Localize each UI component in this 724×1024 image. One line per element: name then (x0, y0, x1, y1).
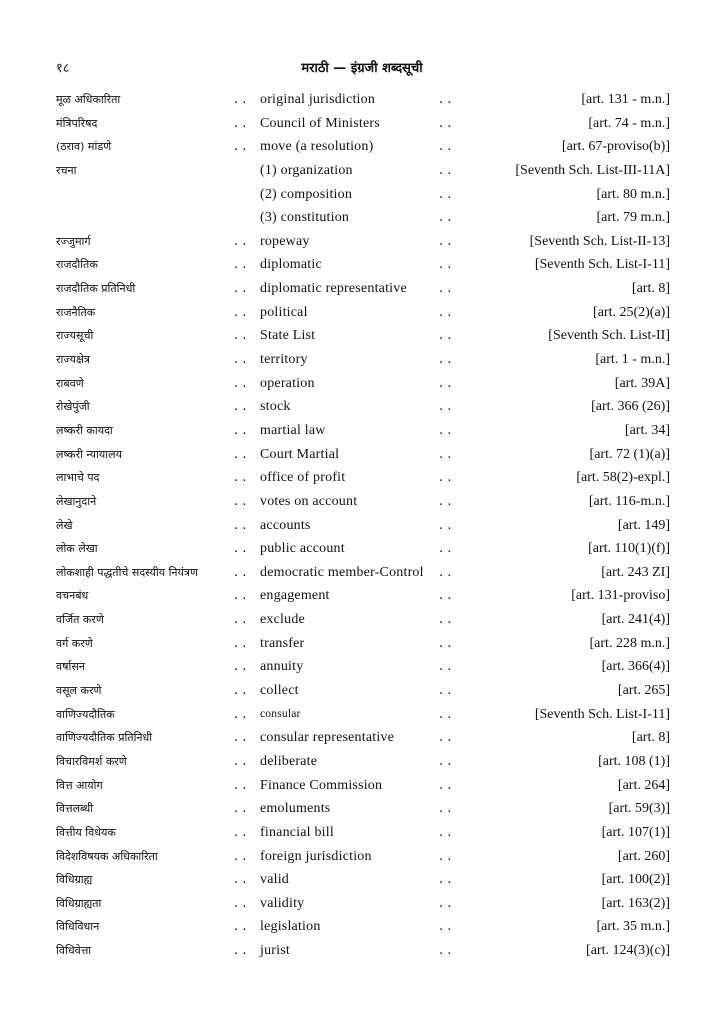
glossary-entry (56, 821, 670, 845)
leader-dots: . . (439, 541, 452, 557)
leader-dots: . . (439, 422, 452, 438)
marathi-term: विधिग्राह्यता (56, 896, 102, 910)
marathi-term: विदेशविषयक अधिकारिता (56, 849, 158, 863)
english-term: public account (260, 541, 345, 557)
leader-dots: . . (439, 139, 452, 155)
article-reference: [art. 265] (617, 683, 670, 699)
english-term: exclude (260, 612, 305, 628)
article-reference: [art. 35 m.n.] (596, 919, 670, 935)
glossary-entry (56, 443, 670, 467)
glossary-entry (56, 608, 670, 632)
english-term: collect (260, 683, 299, 699)
article-reference: [art. 59(3)] (608, 801, 670, 817)
marathi-term: राजदौतिक प्रतिनिधी (56, 282, 136, 296)
article-reference: [art. 228 m.n.] (589, 635, 670, 651)
leader-dots: . . (439, 186, 452, 202)
glossary-entry (56, 750, 670, 774)
leader-dots: . . (234, 564, 247, 580)
marathi-term: राज्यसूची (56, 329, 94, 343)
leader-dots: . . (439, 375, 452, 391)
glossary-entry (56, 372, 670, 396)
english-term: valid (260, 872, 289, 888)
marathi-term: लेखानुदाने (56, 494, 97, 508)
article-reference: [art. 8] (631, 730, 670, 746)
leader-dots: . . (439, 517, 452, 533)
page-title: मराठी — इंग्रजी शब्दसूची (301, 61, 423, 76)
leader-dots: . . (234, 777, 247, 793)
glossary-entry (56, 490, 670, 514)
english-term: move (a resolution) (260, 139, 374, 155)
leader-dots: . . (439, 588, 452, 604)
english-term: votes on account (260, 493, 358, 509)
article-reference: [art. 243 ZI] (601, 564, 670, 580)
english-term: (2) composition (260, 186, 353, 202)
leader-dots: . . (439, 281, 452, 297)
glossary-entry (56, 868, 670, 892)
article-reference: [Seventh Sch. List-III-11A] (515, 162, 670, 178)
leader-dots: . . (439, 730, 452, 746)
glossary-entry (56, 632, 670, 656)
english-term: Finance Commission (260, 777, 383, 793)
english-term: operation (260, 375, 315, 391)
english-term: ropeway (260, 233, 310, 249)
leader-dots: . . (234, 233, 247, 249)
marathi-term: वसूल करणे (56, 684, 102, 698)
leader-dots: . . (439, 801, 452, 817)
leader-dots: . . (234, 943, 247, 959)
english-term: financial bill (260, 824, 334, 840)
marathi-term: वर्षासन (56, 660, 85, 674)
glossary-entry (56, 939, 670, 963)
english-term: validity (260, 895, 305, 911)
article-reference: [art. 25(2)(a)] (593, 304, 670, 320)
glossary-entry (56, 774, 670, 798)
leader-dots: . . (439, 328, 452, 344)
marathi-term: लाभाचे पद (56, 471, 100, 485)
marathi-term: रचना (56, 163, 77, 177)
english-term: Council of Ministers (260, 115, 380, 131)
leader-dots: . . (439, 919, 452, 935)
article-reference: [art. 131 - m.n.] (581, 92, 670, 107)
marathi-term: राबवणे (56, 376, 84, 390)
article-reference: [Seventh Sch. List-I-11] (534, 706, 670, 722)
leader-dots: . . (234, 612, 247, 628)
marathi-term: वचनबंध (56, 589, 89, 603)
leader-dots: . . (439, 92, 452, 107)
leader-dots: . . (234, 328, 247, 344)
marathi-term: वाणिज्यदौतिक (56, 707, 115, 721)
glossary-entry (56, 915, 670, 939)
glossary-entry (56, 324, 670, 348)
article-reference: [art. 74 - m.n.] (588, 115, 670, 131)
page-header (56, 58, 668, 80)
article-reference: [art. 107(1)] (601, 824, 670, 840)
english-term: accounts (260, 517, 311, 533)
article-reference: [art. 58(2)-expl.] (576, 470, 670, 486)
article-reference: [art. 131-proviso] (571, 588, 670, 604)
english-term: political (260, 304, 308, 320)
english-term: foreign jurisdiction (260, 848, 372, 864)
leader-dots: . . (234, 848, 247, 864)
glossary-entry (56, 679, 670, 703)
article-reference: [art. 72 (1)(a)] (589, 446, 670, 462)
article-reference: [art. 149] (617, 517, 670, 533)
article-reference: [art. 366(4)] (601, 659, 670, 675)
leader-dots: . . (234, 446, 247, 462)
leader-dots: . . (439, 115, 452, 131)
english-term: engagement (260, 588, 330, 604)
leader-dots: . . (439, 210, 452, 226)
leader-dots: . . (234, 919, 247, 935)
marathi-term: वित्तलब्धी (56, 802, 94, 816)
leader-dots: . . (439, 399, 452, 415)
leader-dots: . . (234, 493, 247, 509)
article-reference: [art. 67-proviso(b)] (561, 139, 670, 155)
marathi-term: मंत्रिपरिषद (56, 116, 98, 130)
marathi-term: वर्ग करणे (56, 636, 93, 650)
article-reference: [art. 124(3)(c)] (586, 943, 670, 959)
glossary-list (56, 88, 670, 963)
leader-dots: . . (439, 446, 452, 462)
english-term: diplomatic (260, 257, 322, 273)
leader-dots: . . (439, 848, 452, 864)
english-term: office of profit (260, 470, 346, 486)
marathi-term: (ठराव) मांडणे (56, 140, 112, 154)
leader-dots: . . (439, 162, 452, 178)
leader-dots: . . (234, 399, 247, 415)
english-term: transfer (260, 635, 305, 651)
glossary-entry (56, 277, 670, 301)
english-term: State List (260, 328, 316, 344)
leader-dots: . . (234, 304, 247, 320)
leader-dots: . . (234, 706, 247, 722)
leader-dots: . . (234, 541, 247, 557)
leader-dots: . . (439, 470, 452, 486)
glossary-entry (56, 561, 670, 585)
leader-dots: . . (234, 635, 247, 651)
leader-dots: . . (439, 777, 452, 793)
article-reference: [art. 163(2)] (601, 895, 670, 911)
english-term: annuity (260, 659, 304, 675)
leader-dots: . . (439, 824, 452, 840)
leader-dots: . . (234, 753, 247, 769)
leader-dots: . . (439, 635, 452, 651)
leader-dots: . . (234, 352, 247, 368)
article-reference: [art. 241(4)] (601, 612, 670, 628)
english-term: consular (260, 707, 301, 720)
article-reference: [art. 100(2)] (601, 872, 670, 888)
glossary-entry (56, 655, 670, 679)
article-reference: [art. 260] (617, 848, 670, 864)
glossary-entry (56, 514, 670, 538)
marathi-term: वित्त आयोग (56, 778, 103, 792)
leader-dots: . . (234, 470, 247, 486)
glossary-entry (56, 112, 670, 136)
leader-dots: . . (234, 895, 247, 911)
leader-dots: . . (439, 493, 452, 509)
marathi-term: वाणिज्यदौतिक प्रतिनिधी (56, 731, 153, 745)
leader-dots: . . (234, 281, 247, 297)
article-reference: [art. 8] (631, 281, 670, 297)
glossary-entry (56, 230, 670, 254)
marathi-term: राजदौतिक (56, 258, 98, 272)
article-reference: [art. 110(1)(f)] (588, 541, 670, 557)
english-term: consular representative (260, 730, 395, 746)
leader-dots: . . (439, 895, 452, 911)
leader-dots: . . (439, 753, 452, 769)
english-term: territory (260, 352, 308, 368)
leader-dots: . . (234, 375, 247, 391)
marathi-term: रोखेपुंजी (56, 400, 90, 414)
marathi-term: विधिवेत्ता (56, 944, 92, 958)
glossary-entry (56, 183, 670, 207)
marathi-term: रज्जुमार्ग (56, 234, 91, 248)
leader-dots: . . (439, 564, 452, 580)
marathi-term: लष्करी न्यायालय (56, 447, 122, 461)
marathi-term: राजनैतिक (56, 305, 96, 319)
article-reference: [art. 108 (1)] (598, 753, 670, 769)
marathi-term: राज्यक्षेत्र (56, 353, 90, 367)
leader-dots: . . (234, 659, 247, 675)
glossary-entry (56, 88, 670, 112)
leader-dots: . . (439, 233, 452, 249)
leader-dots: . . (234, 422, 247, 438)
english-term: stock (260, 399, 291, 415)
marathi-term: विधिविधान (56, 920, 100, 934)
glossary-entry (56, 466, 670, 490)
marathi-term: लेखे (56, 518, 73, 532)
leader-dots: . . (234, 257, 247, 273)
leader-dots: . . (439, 872, 452, 888)
leader-dots: . . (234, 824, 247, 840)
english-term: Court Martial (260, 446, 340, 462)
glossary-entry (56, 253, 670, 277)
leader-dots: . . (439, 706, 452, 722)
leader-dots: . . (234, 872, 247, 888)
english-term: martial law (260, 422, 326, 438)
glossary-entry (56, 584, 670, 608)
glossary-entry (56, 348, 670, 372)
glossary-entry (56, 135, 670, 159)
english-term: jurist (260, 943, 290, 959)
leader-dots: . . (439, 257, 452, 273)
glossary-entry (56, 419, 670, 443)
leader-dots: . . (234, 730, 247, 746)
article-reference: [art. 79 m.n.] (596, 210, 670, 226)
article-reference: [art. 80 m.n.] (596, 186, 670, 202)
glossary-entry (56, 797, 670, 821)
article-reference: [art. 1 - m.n.] (595, 352, 670, 368)
marathi-term: लोक लेखा (56, 542, 98, 556)
leader-dots: . . (234, 92, 247, 107)
marathi-term: लष्करी कायदा (56, 423, 113, 437)
english-term: legislation (260, 919, 321, 935)
article-reference: [art. 116-m.n.] (588, 493, 670, 509)
marathi-term: विचारविमर्श करणे (56, 754, 127, 768)
leader-dots: . . (234, 517, 247, 533)
article-reference: [art. 366 (26)] (591, 399, 670, 415)
marathi-term: विधिग्राह्य (56, 873, 93, 887)
leader-dots: . . (439, 683, 452, 699)
leader-dots: . . (234, 115, 247, 131)
leader-dots: . . (439, 943, 452, 959)
article-reference: [Seventh Sch. List-I-11] (534, 257, 670, 273)
glossary-entry (56, 537, 670, 561)
glossary-entry (56, 892, 670, 916)
glossary-entry (56, 845, 670, 869)
leader-dots: . . (439, 612, 452, 628)
article-reference: [art. 39A] (614, 375, 670, 391)
glossary-entry (56, 206, 670, 230)
english-term: (1) organization (260, 162, 353, 178)
english-term: deliberate (260, 753, 318, 769)
leader-dots: . . (439, 352, 452, 368)
leader-dots: . . (439, 304, 452, 320)
english-term: emoluments (260, 801, 331, 817)
glossary-entry (56, 703, 670, 727)
article-reference: [art. 34] (624, 422, 670, 438)
article-reference: [art. 264] (617, 777, 670, 793)
leader-dots: . . (234, 683, 247, 699)
english-term: (3) constitution (260, 210, 350, 226)
marathi-term: वर्जित करणे (56, 613, 104, 627)
marathi-term: मूळ अधिकारिता (56, 93, 121, 106)
leader-dots: . . (234, 139, 247, 155)
glossary-entry (56, 159, 670, 183)
leader-dots: . . (234, 801, 247, 817)
article-reference: [Seventh Sch. List-II] (548, 328, 670, 344)
english-term: original jurisdiction (260, 92, 376, 107)
english-term: democratic member-Control (260, 564, 424, 580)
glossary-entry (56, 395, 670, 419)
page-number: १८ (56, 61, 70, 76)
article-reference: [Seventh Sch. List-II-13] (529, 233, 670, 249)
leader-dots: . . (439, 659, 452, 675)
glossary-entry (56, 726, 670, 750)
marathi-term: लोकशाही पद्धतीचे सदस्यीय नियंत्रण (56, 565, 198, 579)
english-term: diplomatic representative (260, 281, 407, 297)
marathi-term: वित्तीय विधेयक (56, 825, 116, 839)
glossary-entry (56, 301, 670, 325)
leader-dots: . . (234, 588, 247, 604)
